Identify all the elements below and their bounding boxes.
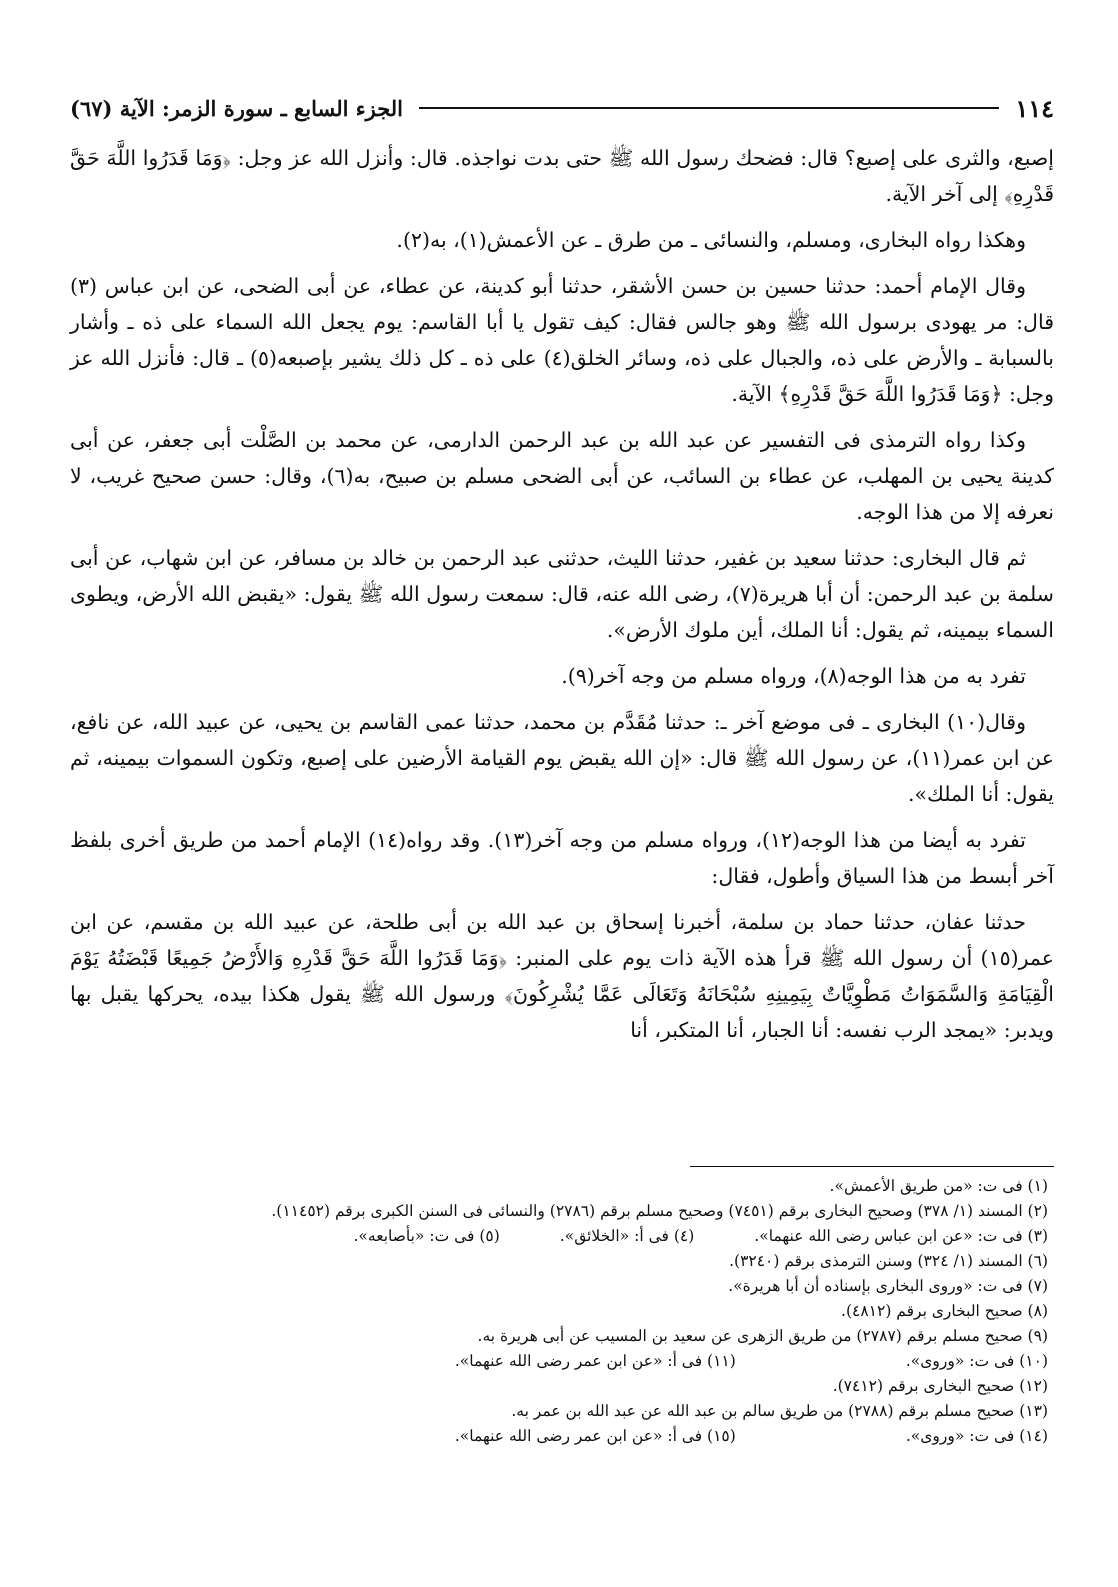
main-text — [70, 140, 1054, 1058]
paragraph-3: وقال الإمام أحمد: حدثنا حسين بن حسن الأشقر، حدثنا أبو كدينة، عن عطاء، عن أبى الضحى، عن ابن عباس (٣) قال: مر يهودى برسول الله ﷺ وهو جالس فقال: كيف تقول يا أبا القاسم: يوم يجعل الله السماء على ذه ـ وأشار بالسبابة ـ والأرض على ذه، والجبال على ذه، وسائر الخلق(٤) على ذه ـ كل ذلك يشير بإصبعه(٥) ـ قال: فأنزل الله عز وجل: ﴿وَمَا قَدَرُوا اللَّهَ حَقَّ قَدْرِهِ﴾ الآية. — [70, 274, 1054, 406]
footnote-separator — [690, 1166, 1054, 1167]
footnote-row-3-5 — [70, 1224, 1054, 1249]
footnote-row-10-11 — [70, 1349, 1054, 1374]
header-rule — [419, 107, 999, 109]
page-number: ١١٤ — [1015, 93, 1054, 123]
paragraph-5: ثم قال البخارى: حدثنا سعيد بن غفير، حدثنا الليث، حدثنى عبد الرحمن بن خالد بن مسافر، عن ابن شهاب، عن أبى سلمة بن عبد الرحمن: أن أبا هريرة(٧)، رضى الله عنه، قال: سمعت رسول الله ﷺ يقول: «يقبض الله الأرض، ويطوى السماء بيمينه، ثم يقول: أنا الملك، أين ملوك الأرض». — [70, 546, 1054, 642]
footnote-9: (٩) صحيح مسلم برقم (٢٧٨٧) من طريق الزهرى عن سعيد بن المسيب عن أبى هريرة به. — [477, 1327, 1048, 1345]
footnotes — [70, 1174, 1054, 1449]
paragraph-2: وهكذا رواه البخارى، ومسلم، والنسائى ـ من طرق ـ عن الأعمش(١)، به(٢). — [396, 228, 1026, 252]
footnote-8: (٨) صحيح البخارى برقم (٤٨١٢). — [841, 1302, 1048, 1320]
footnote-11: (١١) فى أ: «عن ابن عمر رضى الله عنهما». — [454, 1352, 736, 1370]
footnote-6: (٦) المسند (١/ ٣٢٤) وسنن الترمذى برقم (٣٢٤٠). — [729, 1252, 1048, 1270]
footnote-12: (١٢) صحيح البخارى برقم (٧٤١٢). — [832, 1377, 1048, 1395]
paragraph-8: تفرد به أيضا من هذا الوجه(١٢)، ورواه مسلم من وجه آخر(١٣). وقد رواه(١٤) الإمام أحمد من طريق أخرى بلفظ آخر أبسط من هذا السياق وأطول، فقال: — [70, 828, 1054, 888]
paragraph-7: وقال(١٠) البخارى ـ فى موضع آخر ـ: حدثنا مُقَدَّم بن محمد، حدثنا عمى القاسم بن يحيى، عن عبيد الله، عن نافع، عن ابن عمر(١١)، عن رسول الله ﷺ قال: «إن الله يقبض يوم القيامة الأرضين على إصبع، وتكون السموات بيمينه، ثم يقول: أنا الملك». — [70, 710, 1054, 806]
footnote-4: (٤) فى أ: «الخلائق». — [559, 1227, 695, 1245]
page-header — [70, 88, 1054, 128]
paragraph-9: حدثنا عفان، حدثنا حماد بن سلمة، أخبرنا إسحاق بن عبد الله بن أبى طلحة، عن عبيد الله بن مقسم، عن ابن عمر(١٥) أن رسول الله ﷺ قرأ هذه الآية ذات يوم على المنبر: ﴿وَمَا قَدَرُوا اللَّهَ حَقَّ قَدْرِهِ وَالأَرْضُ جَمِيعًا قَبْضَتُهُ يَوْمَ الْقِيَامَةِ وَالسَّمَوَاتُ مَطْوِيَّاتٌ بِيَمِينِهِ سُبْحَانَهُ وَتَعَالَى عَمَّا يُشْرِكُونَ﴾ ورسول الله ﷺ يقول هكذا بيده، يحركها يقبل بها ويدبر: «يمجد الرب نفسه: أنا الجبار، أنا المتكبر، أنا — [70, 910, 1054, 1042]
footnote-2: (٢) المسند (١/ ٣٧٨) وصحيح البخارى برقم (٧٤٥١) وصحيح مسلم برقم (٢٧٨٦) والنسائى فى السنن الكبرى برقم (١١٤٥٢). — [271, 1202, 1048, 1220]
footnote-10: (١٠) فى ت: «وروى». — [905, 1352, 1048, 1370]
footnote-15: (١٥) فى أ: «عن ابن عمر رضى الله عنهما». — [454, 1427, 736, 1445]
footnote-1: (١) فى ت: «من طريق الأعمش». — [829, 1177, 1048, 1195]
paragraph-4: وكذا رواه الترمذى فى التفسير عن عبد الله بن عبد الرحمن الدارمى، عن محمد بن الصَّلْت أبى جعفر، عن أبى كدينة يحيى بن المهلب، عن عطاء بن السائب، عن أبى الضحى مسلم بن صبيح، به(٦)، وقال: حسن صحيح غريب، لا نعرفه إلا من هذا الوجه. — [70, 428, 1054, 524]
paragraph-1: إصبع، والثرى على إصبع؟ قال: فضحك رسول الله ﷺ حتى بدت نواجذه. قال: وأنزل الله عز وجل: ﴿وَمَا قَدَرُوا اللَّهَ حَقَّ قَدْرِهِ﴾ إلى آخر الآية. — [70, 146, 1054, 206]
footnote-row-14-15 — [70, 1424, 1054, 1449]
footnote-5: (٥) فى ت: «بأصابعه». — [353, 1227, 500, 1245]
footnote-7: (٧) فى ت: «وروى البخارى بإسناده أن أبا هريرة». — [728, 1277, 1048, 1295]
paragraph-6: تفرد به من هذا الوجه(٨)، ورواه مسلم من وجه آخر(٩). — [561, 664, 1026, 688]
footnote-13: (١٣) صحيح مسلم برقم (٢٧٨٨) من طريق سالم بن عبد الله عن عبد الله بن عمر به. — [511, 1402, 1048, 1420]
footnote-14: (١٤) فى ت: «وروى». — [905, 1427, 1048, 1445]
footnote-3: (٣) فى ت: «عن ابن عباس رضى الله عنهما». — [754, 1227, 1048, 1245]
running-title: الجزء السابع ـ سورة الزمر: الآية (٦٧) — [70, 95, 404, 121]
